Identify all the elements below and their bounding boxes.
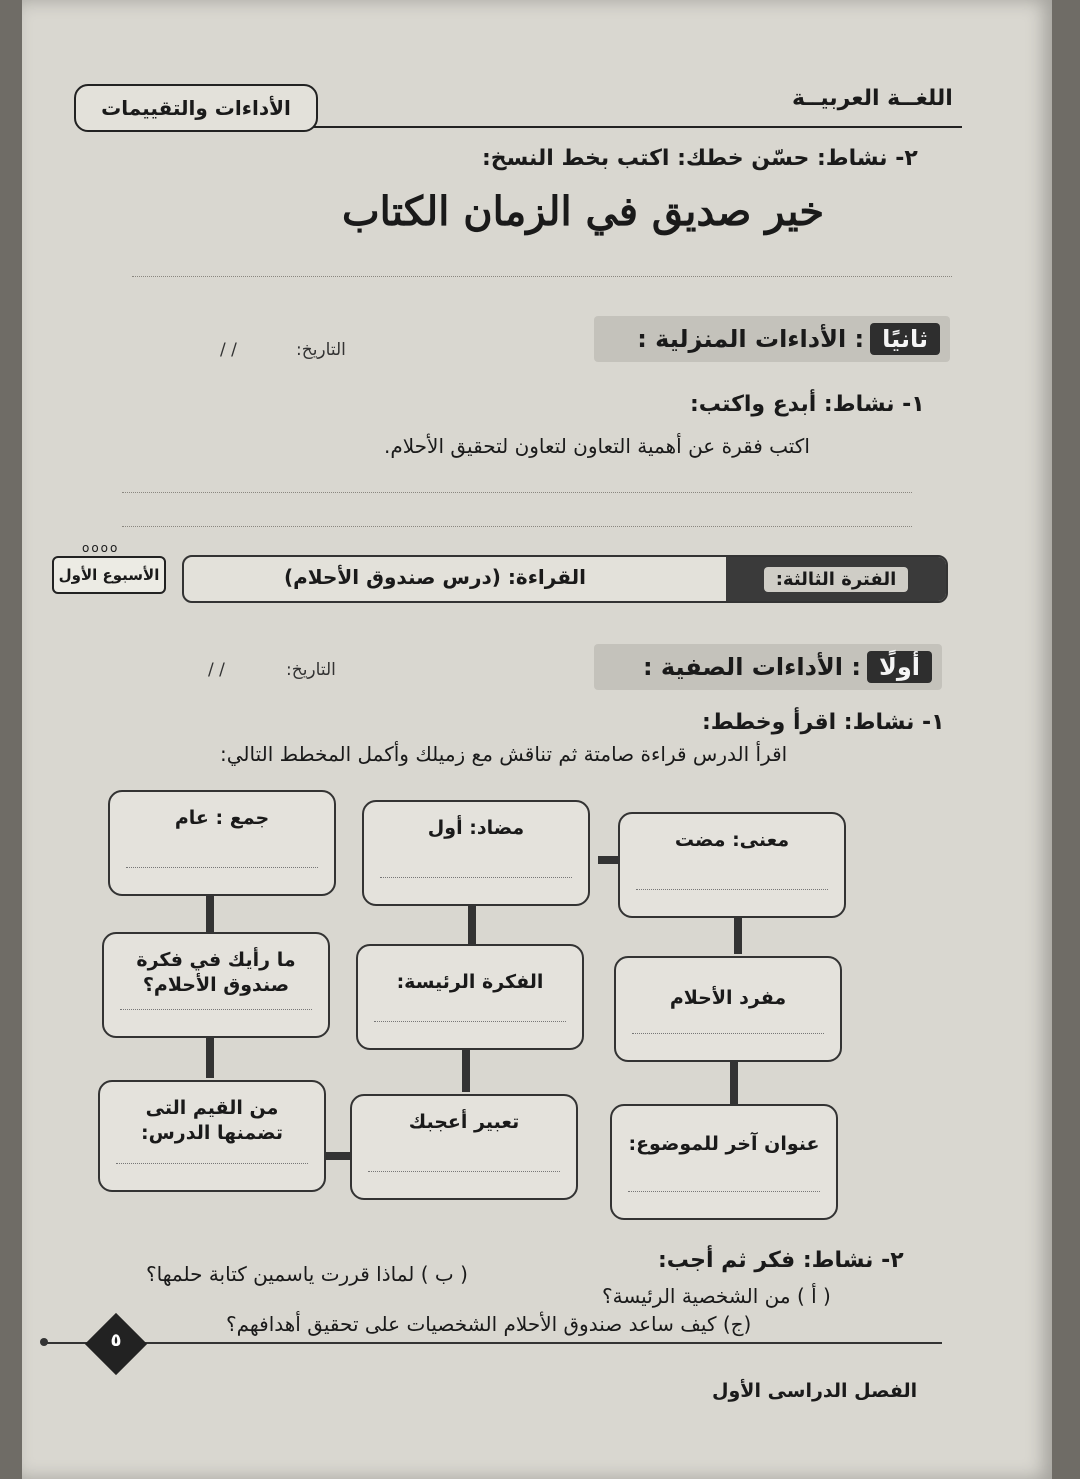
class-date-label: التاريخ: (286, 660, 336, 680)
diagram-box-singular[interactable]: مفرد الأحلام (614, 956, 842, 1062)
diagram-box-values[interactable]: من القيم التى تضمنها الدرس: (98, 1080, 326, 1192)
home-section-title: : الأداءات المنزلية : (637, 325, 865, 353)
diagram-box-expression[interactable]: تعبير أعجبك (350, 1094, 578, 1200)
question-a: ( أ ) من الشخصية الرئيسة؟ (602, 1284, 831, 1308)
create-write-activity-label: ١- نشاط: أبدع واكتب: (690, 392, 925, 417)
diagram-box-main-idea[interactable]: الفكرة الرئيسة: (356, 944, 584, 1050)
diagram-box-meaning[interactable]: معنى: مضت (618, 812, 846, 918)
writing-line[interactable] (122, 526, 912, 527)
diagram-box-alt-title[interactable]: عنوان آخر للموضوع: (610, 1104, 838, 1220)
question-b: ( ب ) لماذا قررت ياسمين كتابة حلمها؟ (146, 1262, 468, 1286)
connector (730, 1062, 738, 1104)
class-instruction: اقرأ الدرس قراءة صامتة ثم تناقش مع زميلك وأكمل المخطط التالي: (220, 742, 788, 766)
connector (206, 1038, 214, 1078)
home-section-banner (594, 316, 950, 362)
question-c: (ج) كيف ساعد صندوق الأحلام الشخصيات على تحقيق أهدافهم؟ (226, 1312, 752, 1336)
connector (462, 1048, 470, 1092)
connector (734, 914, 742, 954)
class-section-banner (594, 644, 942, 690)
diagram-box-plural[interactable]: جمع : عام (108, 790, 336, 896)
home-instruction: اكتب فقرة عن أهمية التعاون لتعاون لتحقيق الأحلام. (384, 434, 810, 458)
binder-dots: oooo (82, 541, 120, 555)
read-plan-activity-label: ١- نشاط: اقرأ وخطط: (702, 710, 945, 735)
connector (468, 906, 476, 944)
worksheet-page (22, 0, 1052, 1479)
period-name: الفترة الثالثة: (764, 567, 909, 592)
calligraphy-phrase: خير صديق في الزمان الكتاب (342, 188, 825, 235)
home-section-badge: ثانيًا (870, 323, 940, 355)
think-activity-label: ٢- نشاط: فكر ثم أجب: (658, 1248, 904, 1273)
class-date-field[interactable]: / / (208, 660, 225, 680)
diagram-box-opinion[interactable]: ما رأيك في فكرة صندوق الأحلام؟ (102, 932, 330, 1038)
writing-line[interactable] (132, 276, 952, 277)
connector (326, 1152, 350, 1160)
calligraphy-activity-label: ٢- نشاط: حسّن خطك: اكتب بخط النسخ: (482, 146, 918, 171)
term-label: الفصل الدراسى الأول (712, 1380, 918, 1402)
home-date-label: التاريخ: (296, 340, 346, 360)
footer-rule (42, 1342, 942, 1344)
diagram-box-antonym[interactable]: مضاد: أول (362, 800, 590, 906)
class-section-badge: أولًا (867, 651, 932, 683)
period-lesson: القراءة: (درس صندوق الأحلام) (284, 565, 586, 589)
writing-line[interactable] (122, 492, 912, 493)
period-name-box (726, 557, 946, 601)
section-tag: الأداءات والتقييمات (74, 84, 318, 132)
week-tag: الأسبوع الأول (52, 556, 166, 594)
class-section-title: : الأداءات الصفية : (642, 653, 861, 681)
home-date-field[interactable]: / / (220, 340, 237, 360)
connector (206, 896, 214, 932)
period-bar (182, 555, 948, 603)
subject-title: اللغــة العربيــة (792, 86, 953, 111)
page-number: ٥ (110, 1330, 122, 1351)
